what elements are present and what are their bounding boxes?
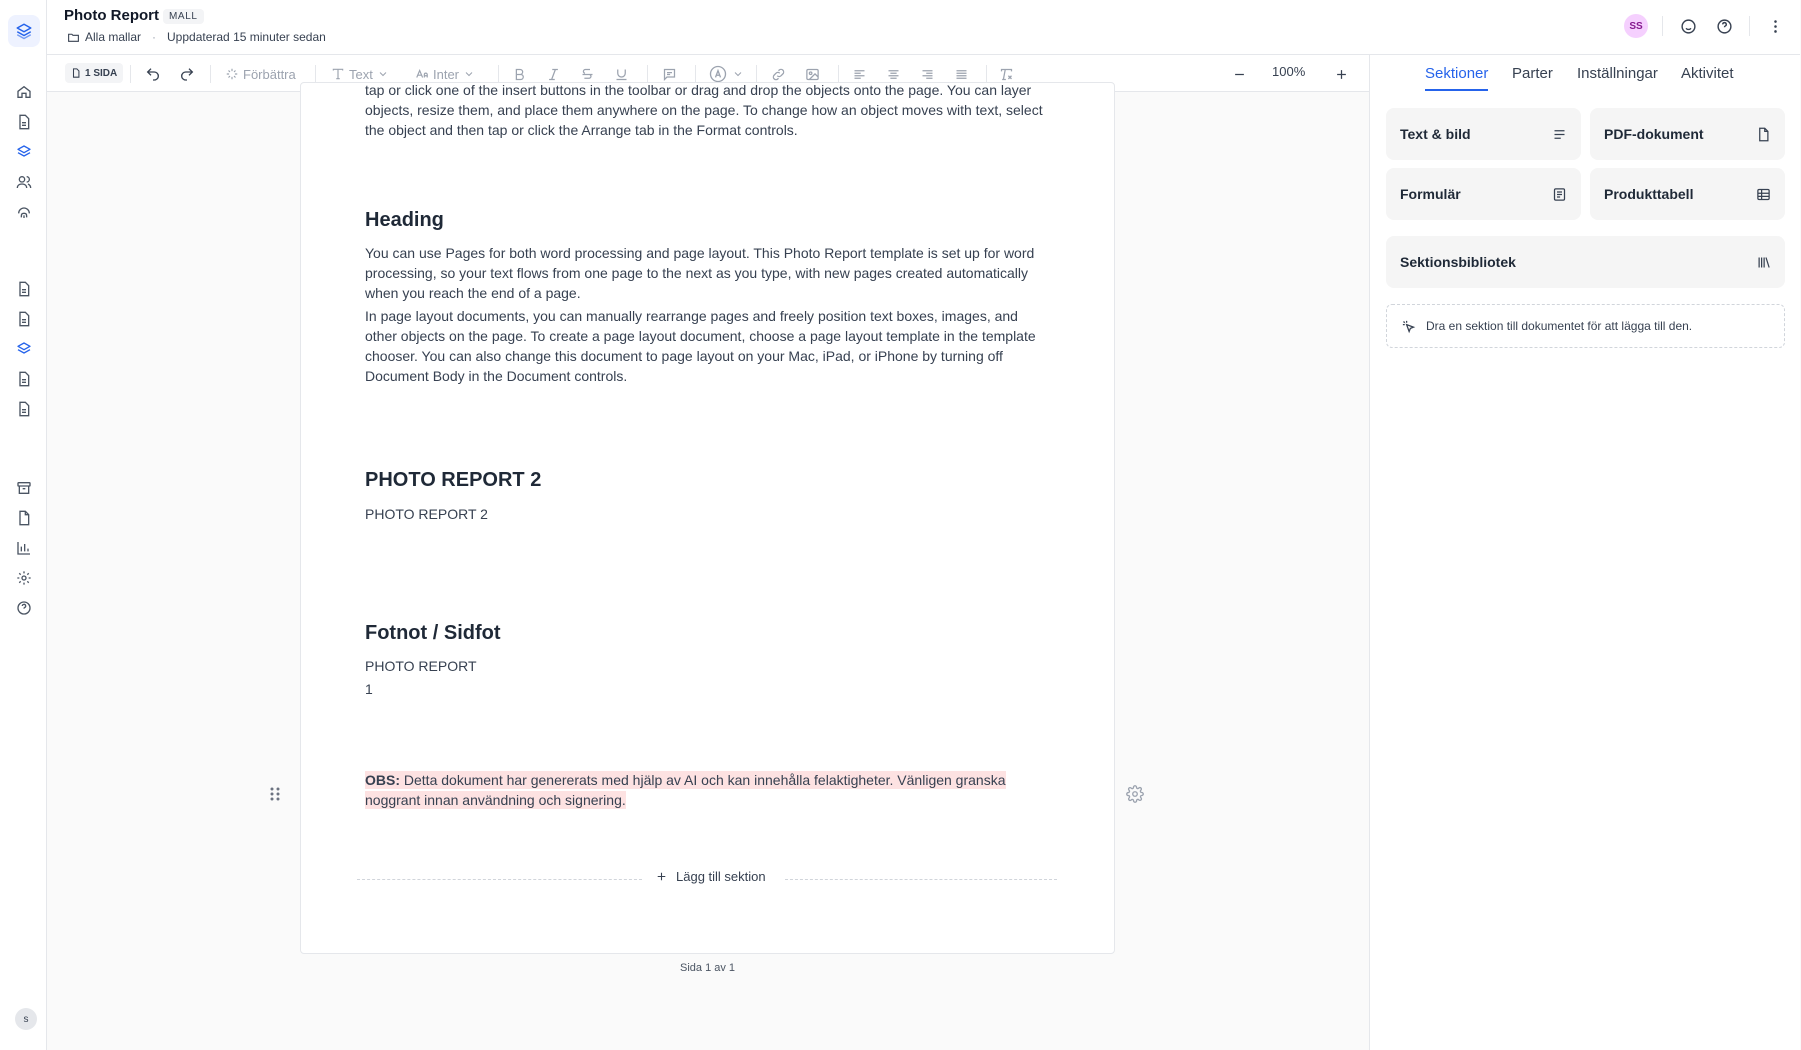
add-section-label: Lägg till sektion	[676, 869, 766, 884]
footer-text[interactable]: PHOTO REPORT	[365, 658, 477, 674]
section-heading[interactable]: Heading	[365, 209, 444, 231]
form-icon	[1552, 187, 1567, 202]
page-icon	[71, 68, 81, 78]
product-table-section-card[interactable]	[1590, 168, 1785, 220]
document-item-icon[interactable]	[13, 368, 35, 390]
add-section-button[interactable]	[647, 869, 774, 884]
chevron-down-icon	[463, 68, 475, 80]
user-avatar[interactable]: SS	[1624, 14, 1648, 38]
help-circle-icon[interactable]	[1713, 15, 1735, 37]
archive-icon[interactable]	[13, 477, 35, 499]
templates-icon[interactable]	[13, 141, 35, 163]
improve-button[interactable]	[225, 63, 296, 85]
card-label: Produkttabell	[1604, 186, 1694, 202]
app-logo-icon[interactable]	[8, 15, 40, 47]
breadcrumb-folder-link[interactable]: Alla mallar	[85, 30, 142, 44]
header-divider	[1662, 16, 1663, 36]
template-item-icon[interactable]	[13, 338, 35, 360]
text-type-icon	[331, 67, 345, 81]
disclaimer-text: Detta dokument har genererats med hjälp av AI och kan innehålla felaktigheter. Vänligen granska noggrant innan användning och signering.	[365, 772, 1006, 808]
card-label: Formulär	[1400, 186, 1461, 202]
chevron-down-icon	[377, 68, 389, 80]
left-rail	[0, 0, 47, 1050]
header	[47, 0, 1800, 55]
tab-installningar[interactable]: Inställningar	[1577, 65, 1658, 82]
section-library-card[interactable]	[1386, 236, 1785, 288]
ai-disclaimer[interactable]	[365, 770, 1045, 810]
dashed-divider	[785, 879, 1057, 880]
sections-panel	[1369, 55, 1800, 1050]
breadcrumb-separator: ·	[152, 30, 157, 44]
updated-timestamp: Uppdaterad 15 minuter sedan	[167, 30, 326, 44]
disclaimer-label: OBS:	[365, 772, 400, 788]
card-label: PDF-dokument	[1604, 126, 1704, 142]
documents-icon[interactable]	[13, 111, 35, 133]
page-indicator: Sida 1 av 1	[680, 962, 736, 974]
document-item-icon[interactable]	[13, 308, 35, 330]
tab-sektioner[interactable]: Sektioner	[1425, 65, 1489, 82]
zoom-in-icon[interactable]	[1334, 63, 1349, 85]
more-vertical-icon[interactable]	[1764, 15, 1786, 37]
pdf-section-card[interactable]	[1590, 108, 1785, 160]
section-heading[interactable]: Fotnot / Sidfot	[365, 622, 501, 644]
document-title[interactable]: Photo Report	[64, 7, 159, 24]
plus-icon	[655, 870, 668, 883]
panel-tabs	[1370, 55, 1801, 92]
page-count-badge[interactable]	[65, 63, 123, 83]
card-label: Text & bild	[1400, 126, 1471, 142]
drag-handle-icon[interactable]	[268, 786, 282, 802]
toolbar-separator	[210, 65, 211, 83]
toolbar-separator	[130, 65, 131, 83]
file-icon[interactable]	[13, 507, 35, 529]
tab-parter[interactable]: Parter	[1512, 65, 1553, 82]
text-style-label: Text	[349, 66, 373, 82]
undo-icon[interactable]	[145, 63, 161, 85]
zoom-level: 100%	[1272, 64, 1306, 79]
pointer-click-icon	[1401, 319, 1416, 334]
sparkles-icon	[225, 67, 239, 81]
tab-aktivitet[interactable]: Aktivitet	[1681, 65, 1734, 82]
document-item-icon[interactable]	[13, 398, 35, 420]
drag-hint-text: Dra en sektion till dokumentet för att lägga till den.	[1426, 319, 1693, 333]
dashed-divider	[357, 879, 642, 880]
document-item-icon[interactable]	[13, 278, 35, 300]
contacts-icon[interactable]	[13, 171, 35, 193]
settings-icon[interactable]	[13, 567, 35, 589]
add-section-row	[357, 869, 1057, 889]
form-section-card[interactable]	[1386, 168, 1581, 220]
section-settings-icon[interactable]	[1126, 785, 1144, 803]
font-label: Inter	[433, 66, 460, 82]
font-icon	[415, 67, 429, 81]
chevron-down-icon	[732, 68, 744, 80]
file-icon	[1756, 127, 1771, 142]
help-icon[interactable]	[13, 597, 35, 619]
header-divider	[1749, 16, 1750, 36]
fingerprint-icon[interactable]	[13, 201, 35, 223]
zoom-out-icon[interactable]	[1232, 63, 1247, 85]
section-heading[interactable]: PHOTO REPORT 2	[365, 469, 542, 491]
account-avatar[interactable]: s	[15, 1008, 37, 1030]
breadcrumb	[67, 30, 326, 44]
document-canvas	[47, 82, 1369, 1050]
folder-icon	[67, 31, 80, 44]
drag-hint	[1386, 304, 1785, 348]
document-page	[300, 82, 1115, 954]
footer-page-number[interactable]: 1	[365, 681, 373, 697]
library-icon	[1756, 255, 1771, 270]
toolbar-separator	[315, 65, 316, 83]
intro-paragraph[interactable]: tap or click one of the insert buttons in the toolbar or drag and drop the objects onto the page. You can layer objects, resize them, and place them anywhere on the page. To change how an object moves with text, select the object and then tap or click the Arrange tab in the Format controls.	[365, 82, 1043, 138]
active-tab-indicator	[1425, 89, 1488, 91]
paragraph[interactable]: In page layout documents, you can manually rearrange pages and freely position text boxes, images, and other objects on the page. To create a page layout document, choose a page layout template in the template chooser. You can also change this document to page layout on your Mac, iPad, or iPhone by turning off Document Body in the Document controls.	[365, 308, 1036, 384]
header-actions	[1624, 14, 1786, 38]
chart-icon[interactable]	[13, 537, 35, 559]
text-lines-icon	[1552, 127, 1567, 142]
text-image-section-card[interactable]	[1386, 108, 1581, 160]
paragraph[interactable]: You can use Pages for both word processing and page layout. This Photo Report template is set up for word processing, so your text flows from one page to the next as you type, with new pages created automatically when you reach the end of a page.	[365, 245, 1035, 301]
page-count-label: 1 SIDA	[85, 67, 118, 79]
paragraph[interactable]: PHOTO REPORT 2	[365, 506, 488, 522]
template-badge: MALL	[163, 9, 204, 24]
card-label: Sektionsbibliotek	[1400, 254, 1516, 270]
redo-icon[interactable]	[179, 63, 195, 85]
home-icon[interactable]	[13, 81, 35, 103]
feedback-smiley-icon[interactable]	[1677, 15, 1699, 37]
table-icon	[1756, 187, 1771, 202]
improve-label: Förbättra	[243, 66, 296, 82]
